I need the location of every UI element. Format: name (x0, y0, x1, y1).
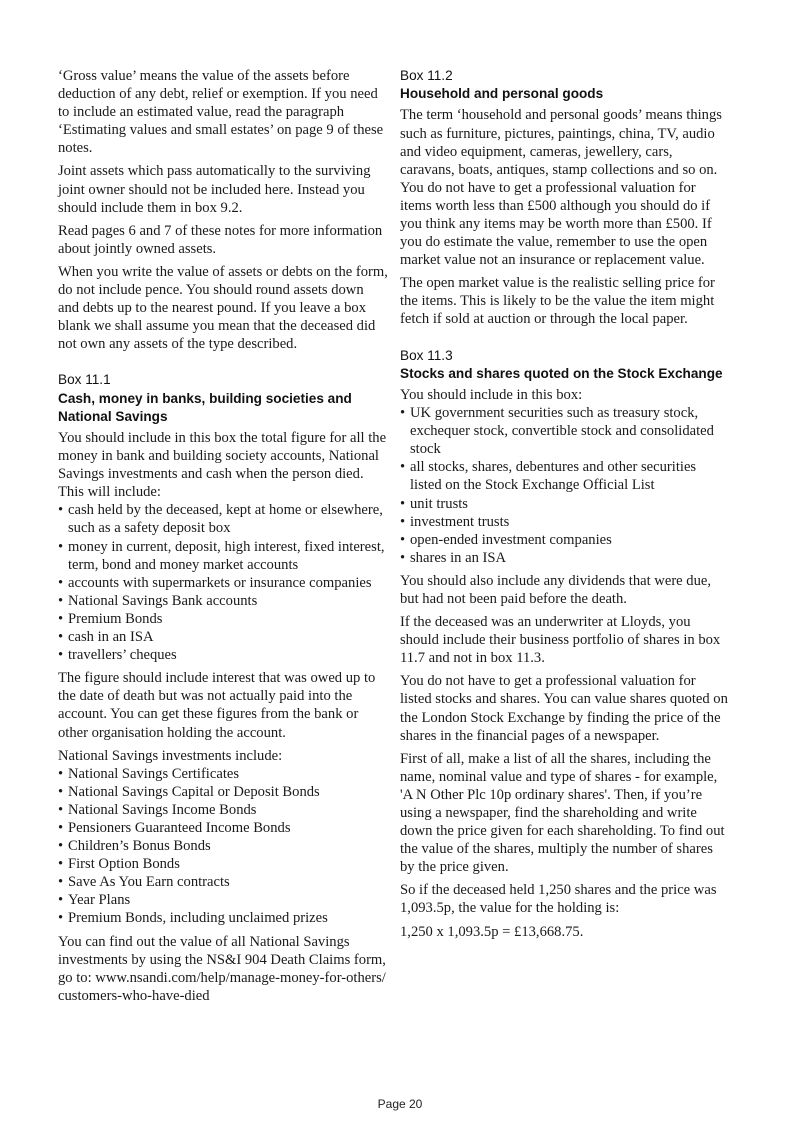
list-item: • all stocks, shares, debentures and other securities listed on the Stock Exchange Official List (400, 458, 730, 494)
intro-joint-assets: Joint assets which pass automatically to the surviving joint owner should not be included here. Instead you should include them in box 9.2. (58, 163, 371, 216)
box-11-3 (400, 347, 730, 941)
page-number: Page 20 (377, 1097, 423, 1111)
list-item: • cash held by the deceased, kept at home or elsewhere, such as a safety deposit box (58, 501, 388, 537)
list-item: • travellers’ cheques (58, 646, 388, 664)
list-item: • Premium Bonds (58, 610, 388, 628)
list-item: • investment trusts (400, 513, 730, 531)
right-column (400, 67, 730, 946)
box-11-1-heading: Box 11.1 (58, 372, 111, 388)
box-11-1-bullet-list (58, 501, 388, 664)
list-item: • open-ended investment companies (400, 531, 730, 549)
box-11-2-heading: Box 11.2 (400, 68, 453, 83)
box-11-2-para: The open market value is the realistic selling price for the items. This is likely to be the value the item might fetch if sold at auction or through the local paper. (400, 275, 715, 328)
box-11-3-subheading: Stocks and shares quoted on the Stock Exchange (400, 365, 723, 381)
box-11-3-bullet-list (400, 404, 730, 567)
list-item: • unit trusts (400, 495, 730, 513)
box-11-3-calculation: 1,250 x 1,093.5p = £13,668.75. (400, 923, 584, 940)
box-11-3-para: You do not have to get a professional valuation for listed stocks and shares. You can value shares quoted on the London Stock Exchange by finding the price of the shares in the financial pages of a newspaper. (400, 673, 728, 744)
box-11-3-para: If the deceased was an underwriter at Lloyds, you should include their business portfolio of shares in box 11.7 and not in box 11.3. (400, 614, 721, 667)
box-11-2-para: The term ‘household and personal goods’ means things such as furniture, pictures, paintings, china, TV, audio and video equipment, cameras, jewellery, cars, caravans, boats, antiques, stamp collections and so on. You do not have to get a professional valuation for items worth less than £500 although you should do if you think any items may be worth more than £500. If you do estimate the value, remember to use the open market value not an insurance or replacement value. (400, 107, 722, 269)
list-item: • Pensioners Guaranteed Income Bonds (58, 819, 388, 837)
box-11-1-interest-para: The figure should include interest that was owed up to the date of death but was not actually paid into the account. You can get these figures from the bank or other organisation holding the account. (58, 670, 376, 741)
list-item: • National Savings Bank accounts (58, 592, 388, 610)
box-11-1-closing: You can find out the value of all National Savings investments by using the NS&I 904 Death Claims form, go to: www.nsandi.com/help/manage-money-for-others/ customers-who-have-died (58, 933, 386, 1004)
box-11-1-lead: You should include in this box the total figure for all the money in bank and building society accounts, National Savings investments and cash when the person died. This will include: (58, 430, 387, 501)
list-item: • Year Plans (58, 891, 388, 909)
box-11-3-para: You should also include any dividends that were due, but had not been paid before the death. (400, 572, 712, 607)
list-item: • shares in an ISA (400, 549, 730, 567)
list-item: • Premium Bonds, including unclaimed prizes (58, 909, 388, 927)
box-11-2-subheading: Household and personal goods (400, 86, 604, 102)
list-item: • National Savings Income Bonds (58, 801, 388, 819)
list-item: • National Savings Certificates (58, 765, 388, 783)
list-item: • Children’s Bonus Bonds (58, 837, 388, 855)
intro-rounding: When you write the value of assets or debts on the form, do not include pence. You should round assets down and debts up to the nearest pound. If you leave a box blank we shall assume you mean that the deceased did not own any assets of the type described. (58, 263, 388, 353)
intro-gross-value: ‘Gross value’ means the value of the assets before deduction of any debt, relief or exemption. If you need to include an estimated value, read the paragraph ‘Estimating values and small estates’ on page 9 of these notes. (58, 68, 384, 157)
box-11-1-subheading: Cash, money in banks, building societies and National Savings (58, 390, 352, 424)
box-11-1-ns-lead: National Savings investments include: (58, 747, 283, 764)
box-11-2 (400, 67, 730, 329)
box-11-3-lead: You should include in this box: (400, 386, 583, 403)
list-item: • money in current, deposit, high interest, fixed interest, term, bond and money market accounts (58, 538, 388, 574)
box-11-3-para: First of all, make a list of all the shares, including the name, nominal value and type of shares - for example, 'A N Other Plc 10p ordinary shares'. Then, if you’re using a newspaper, find the shareholding and write down the price given for each shareholding. To find out the value of the shares, multiply the number of shares by the price given. (400, 750, 725, 876)
box-11-3-para: So if the deceased held 1,250 shares and the price was 1,093.5p, the value for the holding is: (400, 882, 717, 917)
box-11-1-ns-list (58, 765, 388, 928)
list-item: • National Savings Capital or Deposit Bonds (58, 783, 388, 801)
list-item: • UK government securities such as treasury stock, exchequer stock, convertible stock and consolidated stock (400, 404, 730, 458)
box-11-1 (58, 371, 388, 1005)
left-column (58, 67, 388, 1010)
box-11-3-heading: Box 11.3 (400, 347, 453, 363)
list-item: • accounts with supermarkets or insurance companies (58, 574, 388, 592)
list-item: • Save As You Earn contracts (58, 873, 388, 891)
list-item: • First Option Bonds (58, 855, 388, 873)
list-item: • cash in an ISA (58, 628, 388, 646)
intro-jointly-owned: Read pages 6 and 7 of these notes for more information about jointly owned assets. (58, 222, 383, 257)
